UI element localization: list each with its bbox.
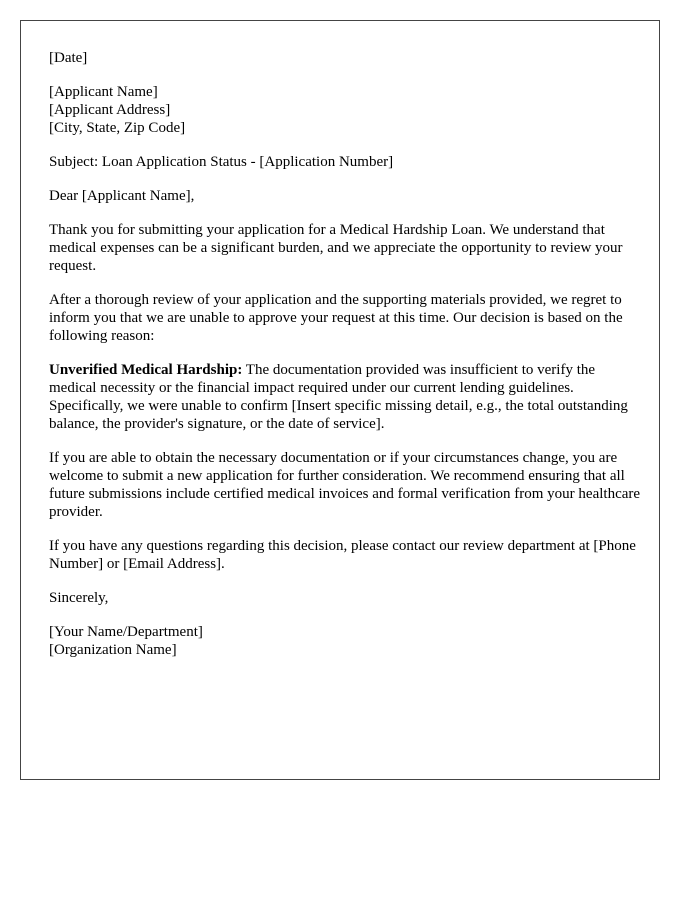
reason-text: The documentation provided was insufficient to verify the medical necessity or the financial impact required under our current lending guidelines. Specifically, we were unable to confirm [Insert specific missing detail, e.g., the total outstanding balance, the provider's signature, or the date of service]. (49, 362, 628, 432)
signature-block (49, 623, 641, 659)
signature-name: [Your Name/Department] (49, 624, 203, 640)
letter-body (49, 49, 641, 675)
reason-label: Unverified Medical Hardship: (49, 362, 243, 378)
salutation: Dear [Applicant Name], (49, 188, 195, 204)
signature-organization: [Organization Name] (49, 642, 177, 658)
recipient-name: [Applicant Name] (49, 84, 158, 100)
recipient-block (49, 83, 641, 137)
recipient-city-state-zip: [City, State, Zip Code] (49, 120, 186, 136)
paragraph-reapply: If you are able to obtain the necessary documentation or if your circumstances change, you are welcome to submit a new application for further consideration. We recommend ensuring that all future submissions include certified medical invoices and formal verification from your healthcare provider. (49, 450, 641, 520)
recipient-address: [Applicant Address] (49, 102, 171, 118)
paragraph-contact: If you have any questions regarding this decision, please contact our review department at [Phone Number] or [Email Address]. (49, 538, 636, 572)
closing: Sincerely, (49, 590, 109, 606)
paragraph-reason (49, 361, 641, 433)
paragraph-decision: After a thorough review of your application and the supporting materials provided, we regret to inform you that we are unable to approve your request at this time. Our decision is based on the following reason: (49, 292, 623, 344)
paragraph-intro: Thank you for submitting your application for a Medical Hardship Loan. We understand that medical expenses can be a significant burden, and we appreciate the opportunity to review your request. (49, 222, 623, 274)
letter-date: [Date] (49, 50, 88, 66)
subject-line: Subject: Loan Application Status - [Application Number] (49, 154, 394, 170)
letter-page (20, 20, 660, 780)
